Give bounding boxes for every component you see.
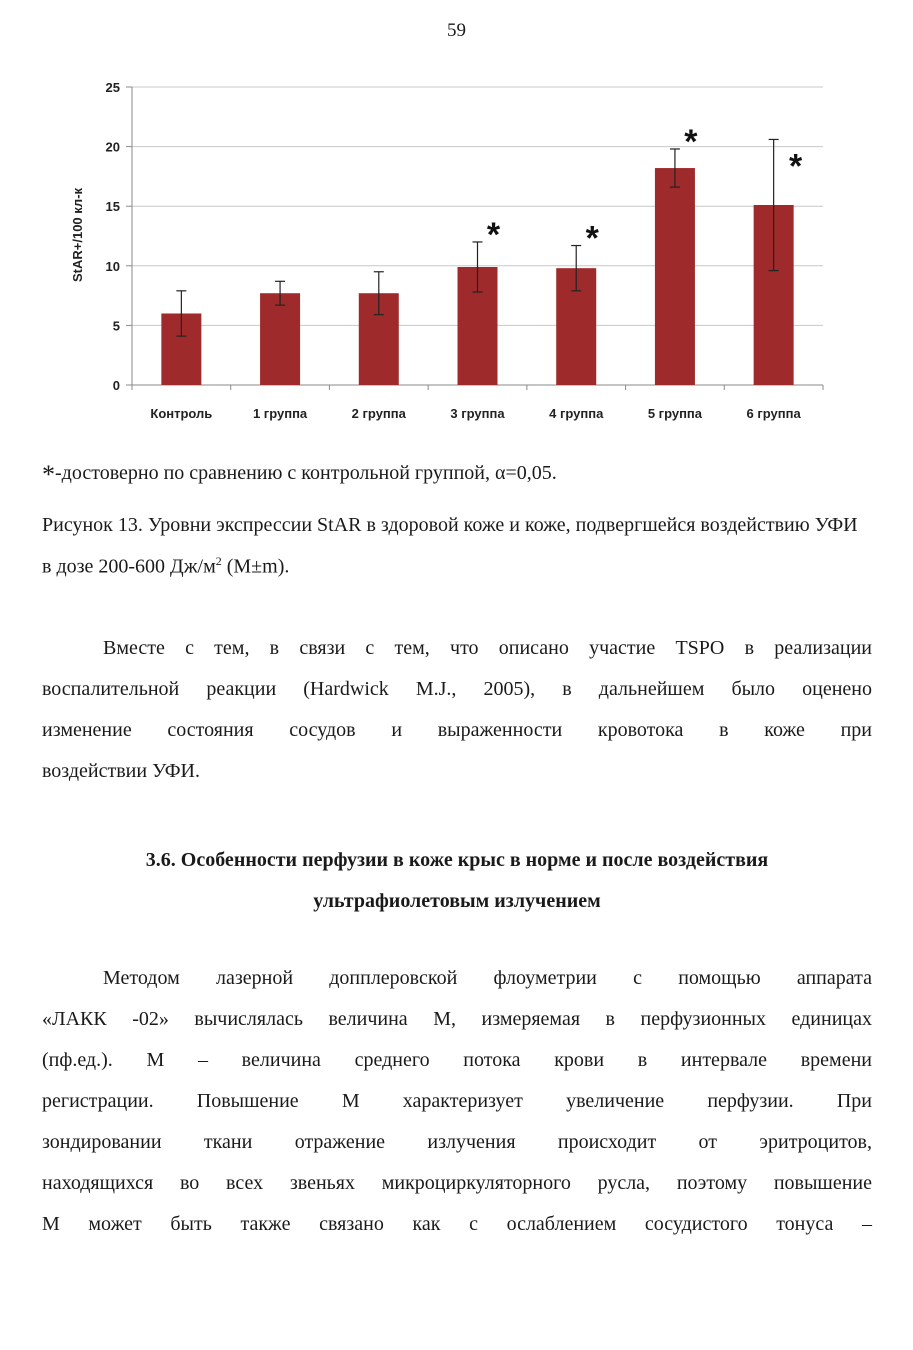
y-axis-label: StAR+/100 кл-к — [70, 187, 85, 283]
caption-tail: (M±m). — [221, 555, 290, 578]
significance-star: * — [585, 219, 599, 258]
paragraph-line: «ЛАКК -02» вычислялась величина М, измеряемая в перфузионных единицах — [42, 1008, 872, 1030]
x-tick-label: 1 группа — [252, 406, 308, 421]
significance-star: * — [684, 122, 698, 161]
paragraph-line: воспалительной реакции (Hardwick M.J., 2005), в дальнейшем было оценено — [42, 678, 872, 700]
x-tick-label: 5 группа — [647, 406, 703, 421]
chart-bars — [161, 139, 793, 385]
paragraph-line: (пф.ед.). М – величина среднего потока крови в интервале времени — [42, 1049, 872, 1071]
paragraph-line: изменение состояния сосудов и выраженности кровотока в коже при — [42, 719, 872, 741]
y-tick-label: 5 — [112, 318, 120, 334]
x-tick-label: 6 группа — [746, 406, 801, 421]
paragraph-1 — [42, 628, 872, 792]
x-tick-label: Контроль — [150, 406, 213, 421]
significance-star: * — [486, 215, 501, 254]
section-heading — [42, 840, 872, 922]
significance-note — [42, 460, 872, 490]
caption-superscript: 2 — [215, 554, 222, 568]
x-tick-label: 3 группа — [450, 406, 505, 421]
paragraph-2 — [42, 958, 872, 1245]
paragraph-line: Вместе с тем, в связи с тем, что описано участие TSPO в реализации — [103, 637, 872, 659]
figure-caption — [42, 507, 872, 585]
y-tick-label: 25 — [105, 80, 120, 95]
y-tick-label: 15 — [105, 199, 120, 215]
section-heading-line: ультрафиолетовым излучением — [313, 890, 601, 912]
paragraph-line: находящихся во всех звеньях микроциркуляторного русла, поэтому повышение — [42, 1172, 872, 1194]
paragraph-line: М может быть также связано как с ослаблением сосудистого тонуса – — [42, 1213, 872, 1235]
significance-star: * — [789, 147, 803, 186]
x-tick-label: 2 группа — [351, 406, 406, 421]
paragraph-line: зондировании ткани отражение излучения происходит от эритроцитов, — [42, 1131, 872, 1153]
significance-note-text: -достоверно по сравнению с контрольной группой, α=0,05. — [55, 462, 557, 484]
x-tick-label: 4 группа — [549, 406, 604, 421]
caption-main: Рисунок 13. Уровни экспрессии StAR в здоровой коже и коже, подвергшейся воздействию УФИ в дозе 200-600 Дж/м — [42, 514, 858, 578]
page-number: 59 — [447, 20, 466, 41]
paragraph-line: воздействии УФИ. — [42, 760, 200, 782]
bar-chart — [60, 70, 840, 440]
significance-marker: * — [42, 460, 55, 489]
y-tick-label: 10 — [105, 258, 120, 274]
paragraph-line: Методом лазерной допплеровской флоуметрии с помощью аппарата — [103, 967, 872, 989]
paragraph-line: регистрации. Повышение М характеризует увеличение перфузии. При — [42, 1090, 872, 1112]
y-tick-label: 0 — [112, 378, 120, 393]
bar-2 — [260, 293, 300, 385]
section-heading-line: 3.6. Особенности перфузии в коже крыс в норме и после воздействия — [145, 849, 769, 871]
y-tick-label: 20 — [105, 139, 120, 155]
bar-6 — [655, 168, 695, 385]
chart-labels — [106, 80, 803, 421]
